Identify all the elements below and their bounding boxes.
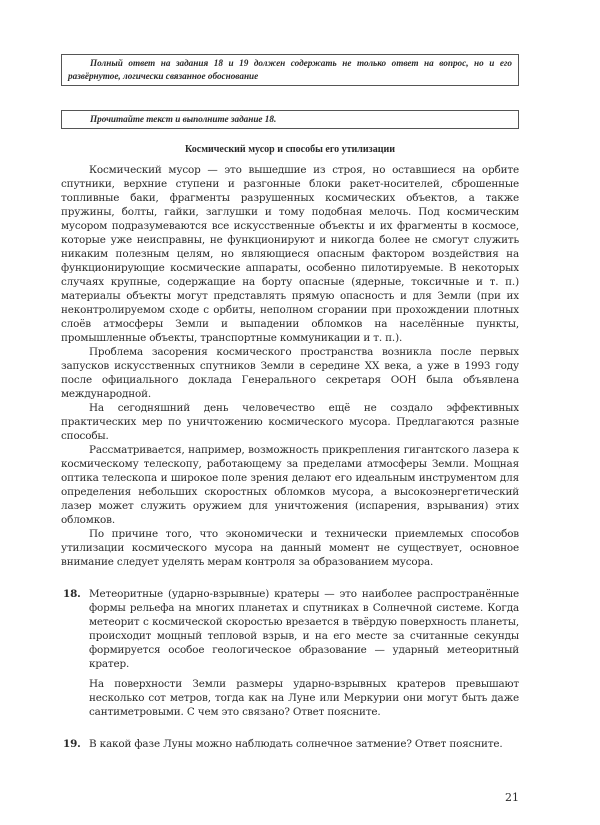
page-number: 21 [505, 791, 519, 804]
article-body [61, 163, 519, 569]
article-paragraph: По причине того, что экономически и технически приемлемых способов утилизации космического мусора на данный момент не существует, основное внимание следует уделять мерам контроля за образованием мусора. [61, 528, 519, 568]
question-text: В какой фазе Луны можно наблюдать солнечное затмение? Ответ поясните. [89, 738, 503, 750]
article-title: Космический мусор и способы его утилизации [185, 144, 395, 155]
article-paragraph: На сегодняшний день человечество ещё не создало эффективных практических мер по уничтожению космического мусора. Предлагаются разные способы. [61, 402, 519, 442]
question-number: 18. [63, 588, 81, 600]
question-text: На поверхности Земли размеры ударно-взрывных кратеров превышают несколько сот метров, тогда как на Луне или Меркурии они могут быть даже сантиметровыми. С чем это связано? Ответ поясните. [89, 678, 519, 718]
question-text: Метеоритные (ударно-взрывные) кратеры — это наиболее распространённые формы рельефа на многих планетах и спутниках в Солнечной системе. Когда метеорит с космической скоростью врезается в твёрдую поверхность планеты, происходит мощный тепловой взрыв, и на его месте за считанные секунды формируется особое геологическое образование — ударный метеоритный кратер. [89, 588, 519, 670]
full-answer-instruction-text: Полный ответ на задания 18 и 19 должен содержать не только ответ на вопрос, но и его развёрнутое, логически связанное обоснование [68, 58, 512, 81]
article-paragraph: Проблема засорения космического пространства возникла после первых запусков искусственных спутников Земли в середине XX века, а уже в 1993 году после официального доклада Генерального секретаря ООН была объявлена международной. [61, 346, 519, 400]
full-answer-instruction-box [61, 54, 519, 86]
question-19 [61, 737, 519, 751]
question-18 [61, 587, 519, 719]
article-paragraph: Рассматривается, например, возможность прикрепления гигантского лазера к космическому телескопу, работающему за пределами атмосферы Земли. Мощная оптика телескопа и широкое поле зрения делают его идеальным инструментом для определения небольших скоростных обломков мусора, а высокоэнергетический лазер может служить оружием для уничтожения (испарения, взрывания) этих обломков. [61, 444, 519, 526]
read-text-instruction-box [61, 110, 519, 129]
question-number: 19. [63, 738, 81, 750]
read-text-instruction-text: Прочитайте текст и выполните задание 18. [90, 114, 277, 124]
article-paragraph: Космический мусор — это вышедшие из строя, но оставшиеся на орбите спутники, верхние ступени и разгонные блоки ракет-носителей, сброшенные топливные баки, фрагменты разрушенных космических объектов, а также пружины, болты, гайки, заглушки и тому подобная мелочь. Под космическим мусором подразумеваются все искусственные объекты и их фрагменты в космосе, которые уже неисправны, не функционируют и никогда более не смогут служить никаким полезным целям, но являющиеся опасным фактором воздействия на функционирующие космические аппараты, особенно пилотируемые. В некоторых случаях крупные, содержащие на борту опасные (ядерные, токсичные и т. п.) материалы объекты могут представлять прямую опасность и для Земли (при их неконтролируемом сходе с орбиты, неполном сгорании при прохождении плотных слоёв атмосферы Земли и выпадении обломков на населённые пункты, промышленные объекты, транспортные коммуникации и т. п.). [61, 164, 519, 344]
